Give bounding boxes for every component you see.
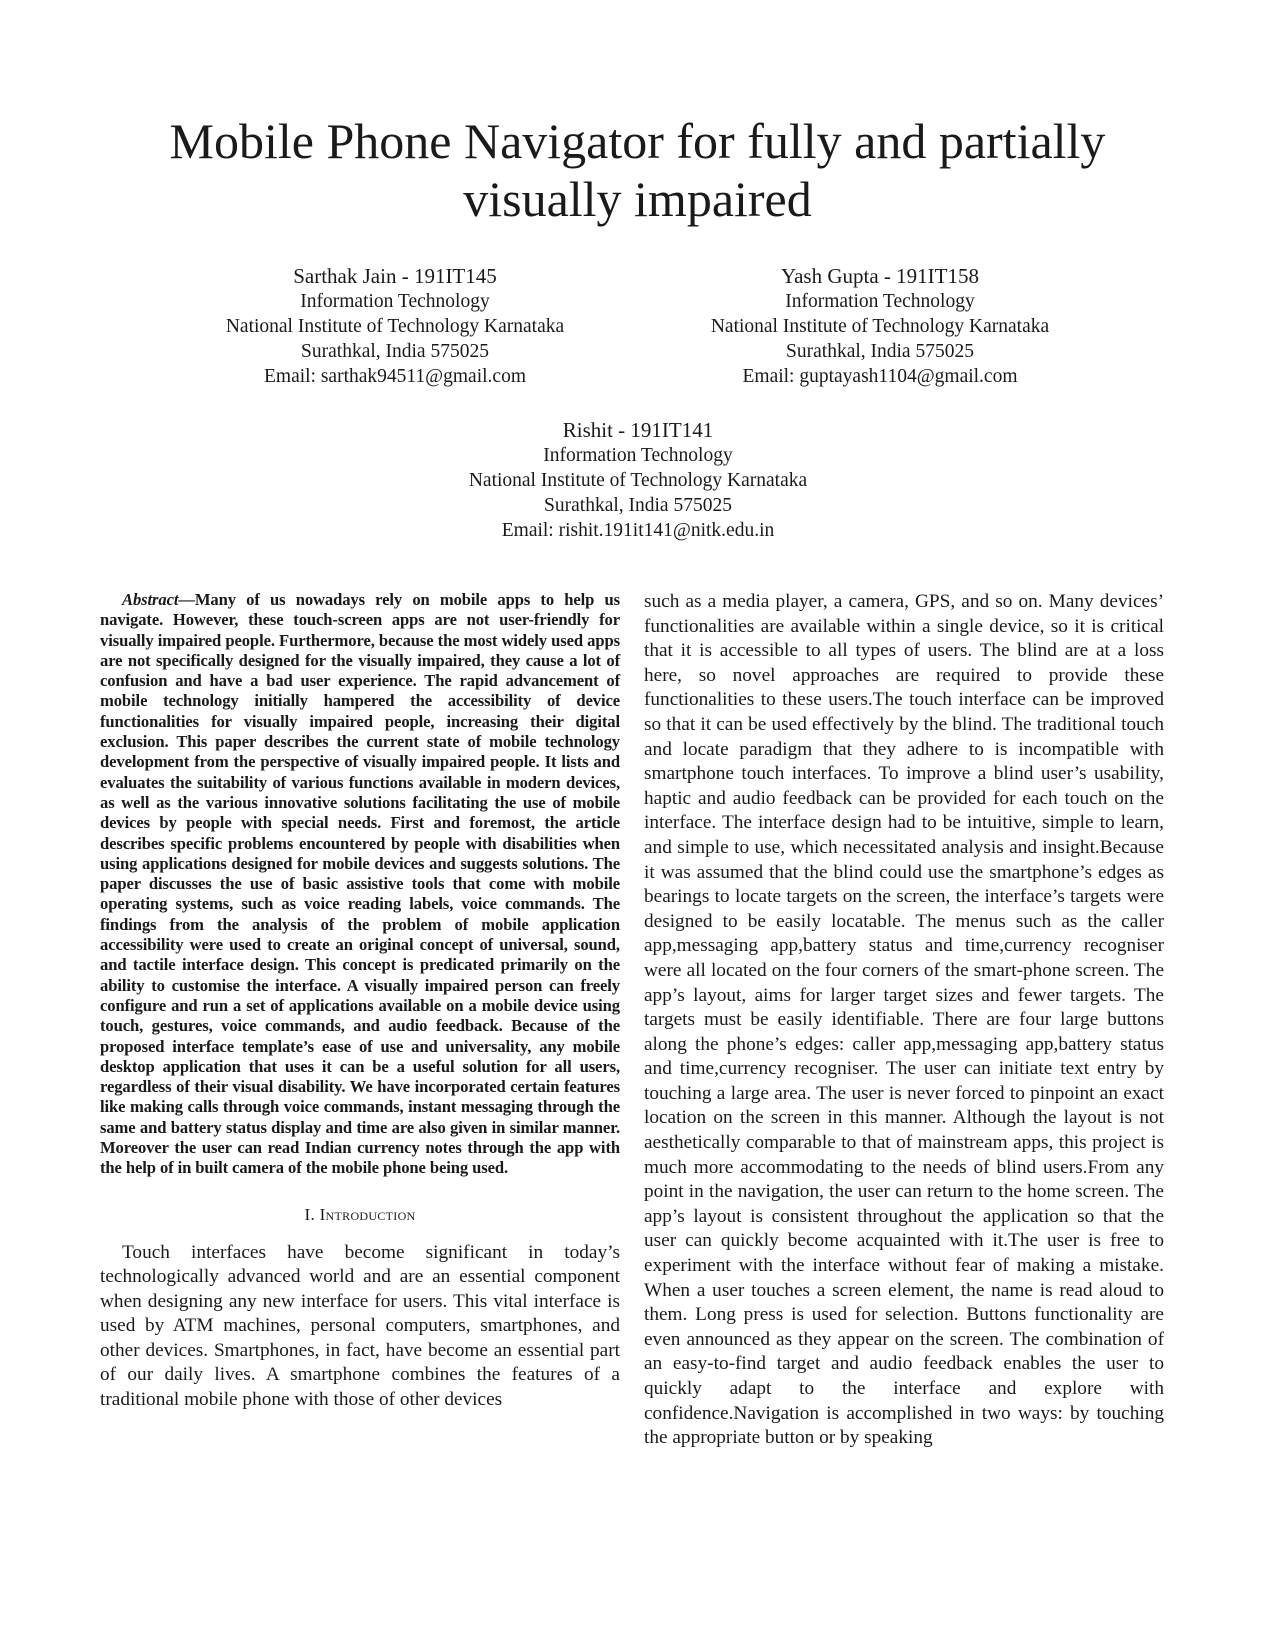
right-column <box>644 590 1164 1451</box>
author-block <box>398 418 878 543</box>
intro-paragraph-left: Touch interfaces have become significant in today’s technologically advanced world and are an essential component when designing any new interface for users. This vital interface is used by ATM machines, personal computers, smartphones, and other devices. Smartphones, in fact, have become an essential part of our daily lives. A smartphone combines the features of a traditional mobile phone with those of other devices <box>100 1241 620 1410</box>
author-location: Surathkal, India 575025 <box>544 495 732 516</box>
author-name: Yash Gupta - 191IT158 <box>781 264 979 288</box>
section-title: Introduction <box>319 1204 416 1224</box>
author-block <box>155 264 635 389</box>
author-email: Email: rishit.191it141@nitk.edu.in <box>501 520 775 541</box>
author-block <box>640 264 1120 389</box>
author-institution: National Institute of Technology Karnataka <box>468 470 808 491</box>
intro-paragraph-right: such as a media player, a camera, GPS, and so on. Many devices’ functionalities are available within a single device, so it is critical that it is accessible to all types of users. The blind are at a loss here, so novel approaches are required to provide these functionalities to these users.The touch interface can be improved so that it can be used effectively by the blind. The traditional touch and locate paradigm that they adhere to is incompatible with smartphone touch interfaces. To improve a blind user’s usability, haptic and audio feedback can be provided for each touch on the interface. The interface design had to be intuitive, simple to learn, and simple to use, which necessitated analysis and insight.Because it was assumed that the blind could use the smartphone’s edges as bearings to locate targets on the screen, the interface’s targets were designed to be easily locatable. The menus such as the caller app,messaging app,battery status and time,currency recogniser were all located on the four corners of the smart-phone screen. The app’s layout, aims for larger target sizes and fewer targets. The targets must be easily identifiable. There are four large buttons along the phone’s edges: caller app,messaging app,battery status and time,currency recogniser. The user can initiate text entry by touching a large area. The user is never forced to pinpoint an exact location on the screen in this manner. Although the layout is not aesthetically comparable to that of mainstream apps, this project is much more accommodating to the needs of blind users.From any point in the navigation, the user can return to the home screen. The app’s layout is consistent throughout the application so that the user can quickly become acquainted with it.The user is free to experiment with the interface without fear of making a mistake. When a user touches a screen element, the name is read aloud to them. Long press is used for selection. Buttons functionality are even announced as they appear on the screen. The combination of an easy-to-find target and audio feedback enables the user to quickly adapt to the interface and explore with confidence.Navigation is accomplished in two ways: by touching the appropriate button or by speaking <box>644 591 1164 1449</box>
author-email: Email: sarthak94511@gmail.com <box>263 366 526 387</box>
paper-title: Mobile Phone Navigator for fully and partially visually impaired <box>169 113 1106 227</box>
author-department: Information Technology <box>785 291 975 312</box>
author-institution: National Institute of Technology Karnataka <box>710 316 1050 337</box>
left-column <box>100 590 620 1412</box>
abstract-label: Abstract <box>122 590 179 609</box>
author-name: Rishit - 191IT141 <box>562 418 714 442</box>
author-name: Sarthak Jain - 191IT145 <box>293 264 497 288</box>
author-location: Surathkal, India 575025 <box>301 341 489 362</box>
author-email: Email: guptayash1104@gmail.com <box>742 366 1018 387</box>
abstract <box>100 590 620 1179</box>
author-department: Information Technology <box>300 291 490 312</box>
section-number: I. <box>304 1204 316 1224</box>
abstract-text: —Many of us nowadays rely on mobile apps to help us navigate. However, these touch-screen apps are not user-friendly for visually impaired people. Furthermore, because the most widely used apps are not specifically designed for the visually impaired, they cause a lot of confusion and have a bad user experience. The rapid advancement of mobile technology initially hampered the accessibility of device functionalities for visually impaired people, increasing their digital exclusion. This paper describes the current state of mobile technology development from the perspective of visually impaired people. It lists and evaluates the suitability of various functions available in modern devices, as well as the various innovative solutions facilitating the use of mobile devices by people with special needs. First and foremost, the article describes specific problems encountered by people with disabilities when using applications designed for mobile devices and suggests solutions. The paper discusses the use of basic assistive tools that come with mobile operating systems, such as voice reading labels, voice commands. The findings from the analysis of the problem of mobile application accessibility were used to create an original concept of universal, sound, and tactile interface design. This concept is predicated primarily on the ability to customise the interface. A visually impaired person can freely configure and run a set of applications available on a mobile device using touch, gestures, voice commands, and audio feedback. Because of the proposed interface template’s ease of use and universality, any mobile desktop application that uses it can be a useful solution for all users, regardless of their visual disability. We have incorporated certain features like making calls through voice commands, instant messaging through the same and battery status display and time are also given in similar manner. Moreover the user can read Indian currency notes through the app with the help of in built camera of the mobile phone being used. <box>100 590 620 1178</box>
author-institution: National Institute of Technology Karnataka <box>225 316 565 337</box>
author-location: Surathkal, India 575025 <box>786 341 974 362</box>
author-department: Information Technology <box>543 445 733 466</box>
section-heading <box>100 1205 620 1225</box>
